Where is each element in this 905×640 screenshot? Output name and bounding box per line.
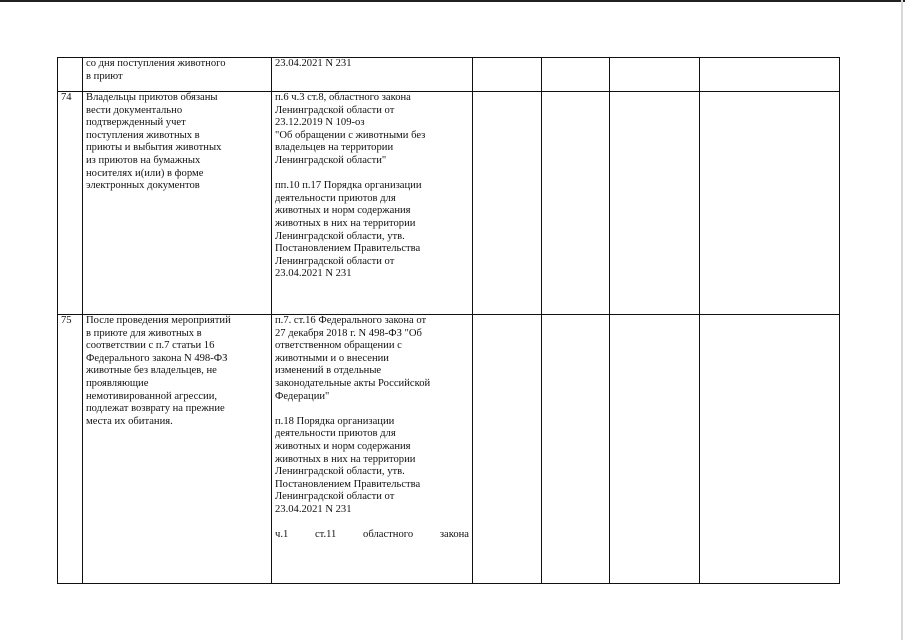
requirement-line: немотивированной агрессии, [86, 390, 218, 402]
requirement-line: соответствии с п.7 статьи 16 [86, 340, 215, 352]
legal-act-line: "Об обращении с животными без [275, 129, 426, 141]
requirement-cell [83, 92, 272, 315]
table-row [58, 92, 840, 315]
empty-cell [700, 315, 840, 584]
legal-act-line: 23.04.2021 N 231 [275, 58, 352, 69]
legal-act-line: п.6 ч.3 ст.8, областного закона [275, 92, 411, 103]
checklist-table [57, 57, 840, 584]
legal-acts-cell [272, 315, 473, 584]
requirement-line: со дня поступления животного [86, 58, 226, 69]
empty-cell [473, 58, 542, 92]
legal-act-line: животными и о внесении [275, 352, 389, 364]
requirement-line: носителях и(или) в форме [86, 167, 204, 179]
legal-act-line: Ленинградской области, утв. [275, 230, 405, 242]
requirement-line: приюты и выбытия животных [86, 142, 222, 154]
legal-act-line: Ленинградской области от [275, 255, 395, 267]
paragraph-gap [275, 403, 469, 416]
empty-cell [610, 92, 700, 315]
legal-acts-cell [272, 58, 473, 92]
legal-act-line: 23.04.2021 N 231 [275, 503, 352, 515]
empty-cell [473, 92, 542, 315]
empty-cell [700, 58, 840, 92]
legal-act-line: п.18 Порядка организации [275, 415, 395, 427]
legal-act-line: 23.04.2021 N 231 [275, 268, 352, 280]
row-number: 75 [58, 315, 83, 584]
legal-act-line: ответственном обращении с [275, 340, 402, 352]
legal-act-line: животных и норм содержания [275, 440, 411, 452]
requirement-line: электронных документов [86, 180, 200, 192]
empty-cell [610, 315, 700, 584]
requirement-line: животные без владельцев, не [86, 365, 217, 377]
empty-cell [542, 92, 610, 315]
legal-act-line: пп.10 п.17 Порядка организации [275, 180, 422, 192]
legal-act-line: ч.1 ст.11 областного закона [275, 529, 469, 541]
legal-act-line: изменений в отдельные [275, 365, 382, 377]
requirement-line: Федерального закона N 498-ФЗ [86, 352, 228, 364]
requirement-line: Владельцы приютов обязаны [86, 92, 218, 103]
row-number [58, 58, 83, 92]
legal-act-line: п.7. ст.16 Федерального закона от [275, 315, 427, 326]
requirement-line: места их обитания. [86, 415, 173, 427]
requirement-cell [83, 315, 272, 584]
requirement-line: После проведения мероприятий [86, 315, 231, 326]
row-number: 74 [58, 92, 83, 315]
legal-act-line: законодательные акты Российской [275, 377, 431, 389]
legal-act-line: животных и норм содержания [275, 205, 411, 217]
empty-cell [700, 92, 840, 315]
legal-act-line: Постановлением Правительства [275, 243, 421, 255]
requirement-line: поступления животных в [86, 129, 200, 141]
requirement-cell [83, 58, 272, 92]
legal-act-line: животных в них на территории [275, 453, 416, 465]
empty-cell [473, 315, 542, 584]
legal-act-line: Ленинградской области, утв. [275, 466, 405, 478]
requirement-line: подлежат возврату на прежние [86, 403, 225, 415]
legal-act-line: Постановлением Правительства [275, 478, 421, 490]
requirement-line: в приют [86, 70, 123, 82]
requirement-line: проявляющие [86, 377, 149, 389]
requirement-line: вести документально [86, 104, 183, 116]
scan-border-top [0, 0, 905, 2]
table-body [58, 58, 840, 584]
requirement-line: из приютов на бумажных [86, 154, 201, 166]
paragraph-gap [275, 168, 469, 181]
empty-cell [542, 315, 610, 584]
legal-acts-cell [272, 92, 473, 315]
legal-act-line: Федерации" [275, 390, 330, 402]
requirement-line: в приюте для животных в [86, 327, 202, 339]
legal-act-line: Ленинградской области" [275, 154, 387, 166]
legal-act-line: Ленинградской области от [275, 104, 395, 116]
legal-act-line: 23.12.2019 N 109-оз [275, 117, 365, 129]
paragraph-gap [275, 517, 469, 530]
legal-act-line: животных в них на территории [275, 217, 416, 229]
table-row [58, 315, 840, 584]
scan-border-right [901, 0, 903, 640]
requirement-line: подтвержденный учет [86, 117, 186, 129]
legal-act-line: Ленинградской области от [275, 491, 395, 503]
legal-act-line: 27 декабря 2018 г. N 498-ФЗ "Об [275, 327, 422, 339]
legal-act-line: владельцев на территории [275, 142, 394, 154]
empty-cell [542, 58, 610, 92]
table-row [58, 58, 840, 92]
legal-act-line: деятельности приютов для [275, 428, 396, 440]
empty-cell [610, 58, 700, 92]
legal-act-line: деятельности приютов для [275, 192, 396, 204]
